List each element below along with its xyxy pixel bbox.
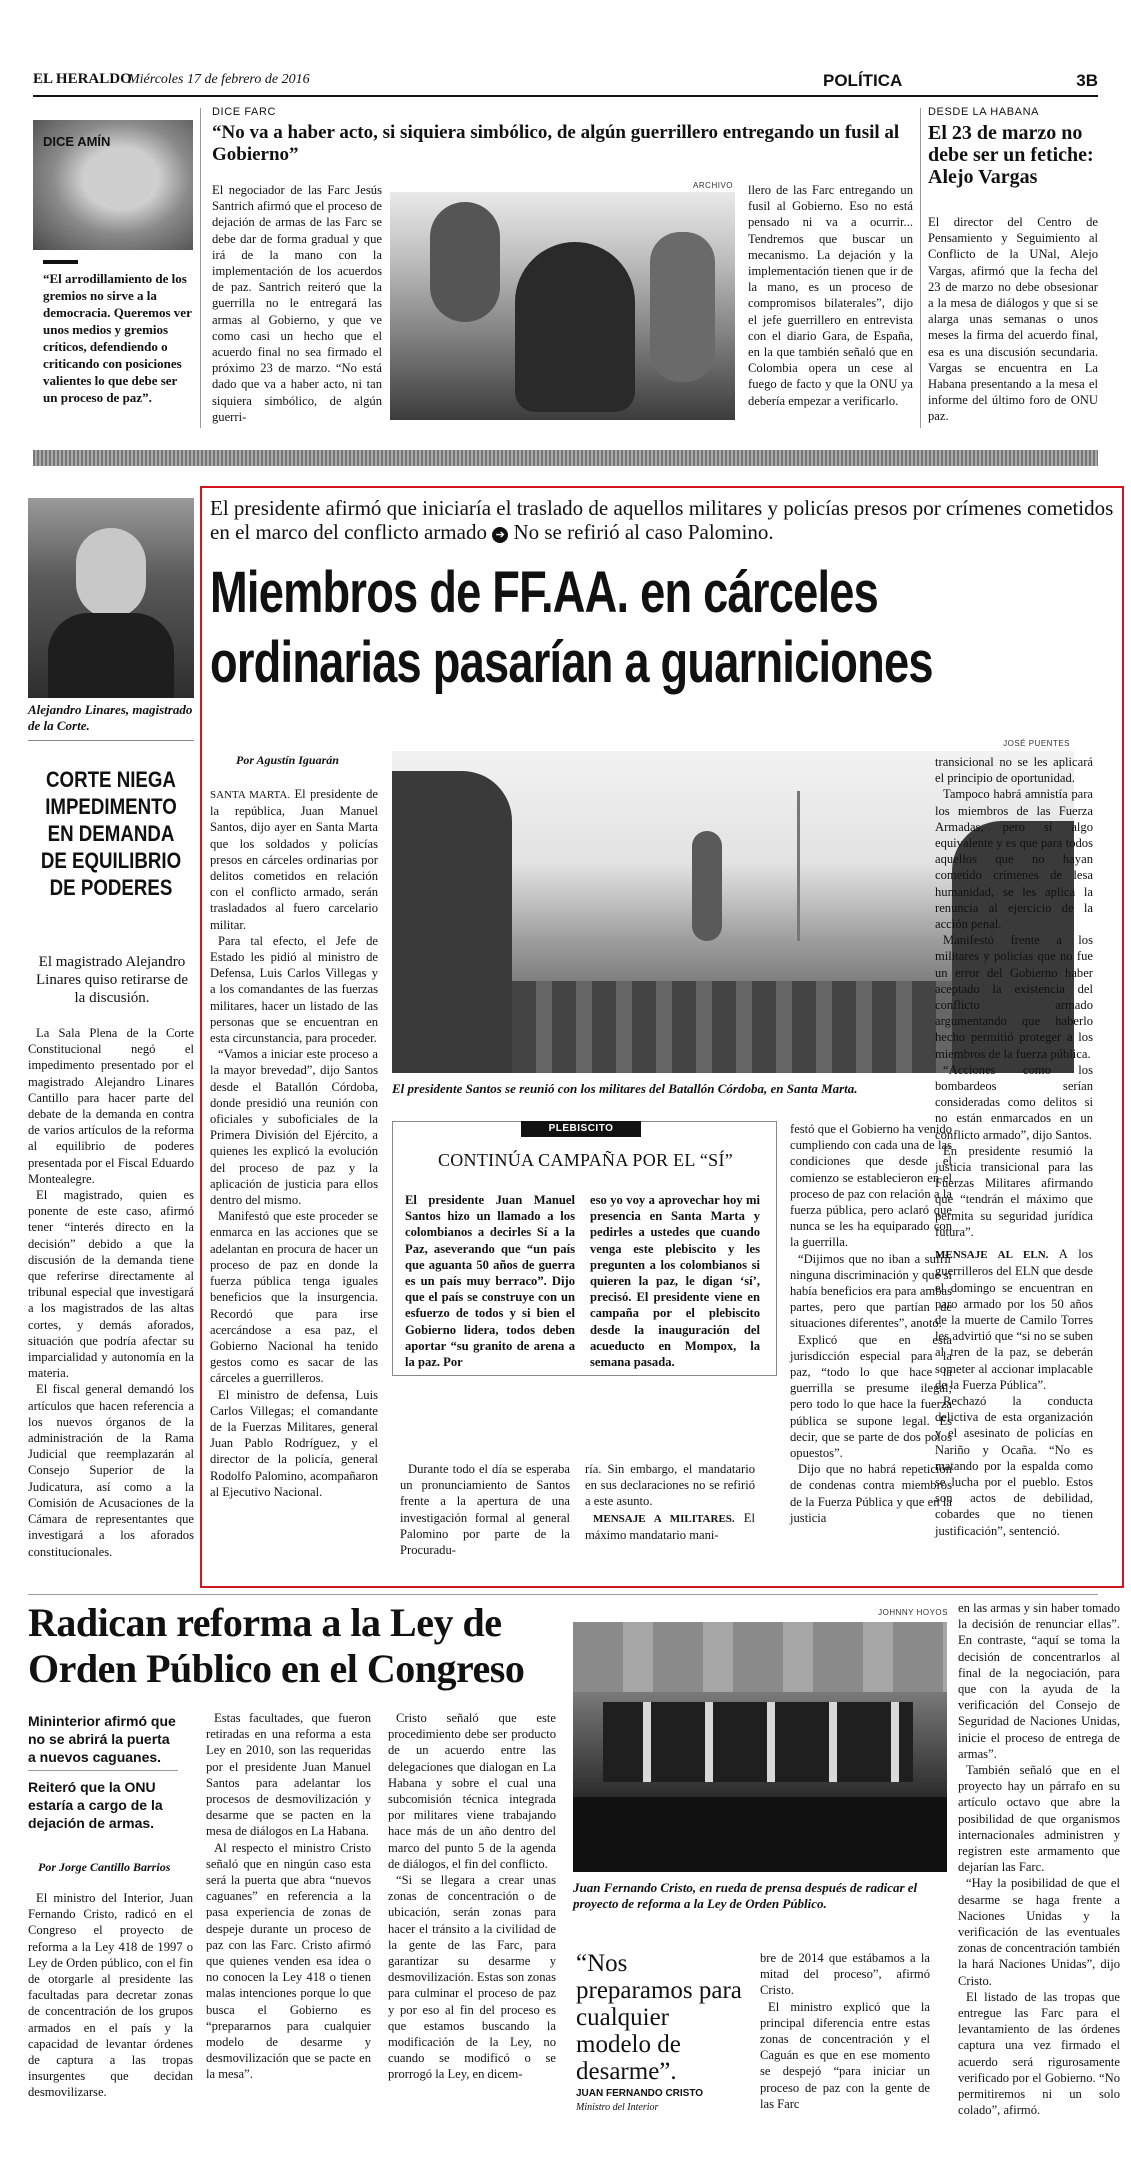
column-rule	[28, 1594, 1098, 1595]
main-col3-bottom	[585, 1461, 755, 1543]
farc-col1	[212, 182, 382, 425]
main-col3-tail: El máximo mandatario mani-	[585, 1510, 755, 1542]
main-byline: Por Agustín Iguarán	[236, 753, 339, 767]
paragraph: El magistrado, quien es ponente de este caso, afirmó tener “interés directo en la decisión” debido a que la discusión de la demanda tiene que referirse directamente al tribunal especial que investigará a los magistrados de las altas cortes, y demás aforados, situación que podría afectar su imparcialidad y autonomía en la materia.	[28, 1188, 194, 1381]
main-dateline: SANTA MARTA.	[210, 789, 291, 801]
paragraph: El negociador de las Farc Jesús Santrich afirmó que el proceso de dejación de armas de las Farc se debe dar de forma gradual y que irá de la mano con la implementación de los acuerdos de paz. Santrich reiteró que la guerrilla no le entregará las armas al Gobierno, y que ve como casi un hecho que el acuerdo final no sea firmado el próximo 23 de marzo. “No está dado que va a haber acto, ni tan siquiera simbólico, de algún guerri-	[212, 183, 382, 424]
main-headline: Miembros de FF.AA. en cárceles ordinarias pasarían a guarniciones	[210, 560, 933, 695]
paragraph: Estas facultades, que fueron retiradas en una reforma a esta Ley en 2010, son las requeridas por el presidente Juan Manuel Santos para adelantar los procesos de desmovilización y desarme que se pacten en la mesa de diálogos en La Habana.	[206, 1711, 371, 1839]
corte-body	[28, 1025, 194, 1560]
farc-photo-credit: ARCHIVO	[693, 181, 733, 190]
photo-figure	[650, 232, 715, 382]
plebiscito-col1	[405, 1192, 575, 1370]
pull-quote-name: JUAN FERNANDO CRISTO	[576, 2088, 704, 2099]
paragraph: Explicó que en esta jurisdicción especial para la paz, “todo lo que hace la guerrilla se presume ilegal; pero todo lo que hace la fuerza pública se supone legal. Es decir, que se parte de dos polos opuestos”.	[790, 1332, 952, 1461]
section-separator	[33, 450, 1098, 466]
paragraph: “Acciones como los bombardeos serían consideradas como delitos si no están enmarcados en un conflicto armado”, dijo Santos.	[935, 1062, 1093, 1142]
paragraph: La Sala Plena de la Corte Constitucional negó el impedimento presentado por el magistrado Alejandro Linares Cantillo para hacer parte del debate de la demanda en contra de varios artículos de la reforma al equilibrio de poderes presentada por el Fiscal Eduardo Montealegre.	[28, 1026, 194, 1186]
paragraph: “Si se llegara a crear unas zonas de concentración o de ubicación, serán zonas para hacer el tránsito a la civilidad de la gente de las Farc, para garantizar su desarme y desmovilización. Estas son zonas para culminar el proceso de paz y por eso al fin del proceso es que estamos buscando la modificación de la Ley, no cuando se modificó o se prorrogó la Ley, en dicem-	[388, 1873, 556, 2082]
eln-subhead: MENSAJE AL ELN.	[935, 1249, 1049, 1262]
paragraph: “Vamos a iniciar este proceso a la mayor brevedad”, dijo Santos desde el Batallón Córdoba, donde presidió una reunión con oficiales y suboficiales de la Primera División del Ejército, a quienes les explicó la evolución del proceso de paz y la aplicación de justicia para ellos dentro del mismo.	[210, 1047, 378, 1208]
linares-caption: Alejandro Linares, magistrado de la Corte.	[28, 702, 193, 733]
dice-farc-block	[208, 104, 913, 424]
cristo-press-photo	[573, 1622, 947, 1872]
reforma-col2	[206, 1710, 371, 2083]
masthead	[33, 68, 1098, 94]
paragraph: bre de 2014 que estábamos a la mitad del proceso”, afirmó Cristo.	[760, 1951, 930, 1998]
photo-figure	[573, 1797, 947, 1872]
militares-subhead: MENSAJE A MILITARES.	[593, 1512, 735, 1525]
santrich-photo	[390, 192, 735, 420]
column-rule	[920, 108, 921, 428]
paragraph: Manifestó que este proceder se enmarca en las acciones que se adelantan en procura de hacer un proceso de paz en donde la fuerza pública tenga iguales beneficios que la insurgencia. Recordó que para irse acercándose a esa paz, el Gobierno Nacional ha tenido gestos como es sacar de las cárceles a guerrilleros.	[210, 1209, 378, 1386]
main-col5	[935, 754, 1093, 1539]
paragraph: en las armas y sin haber tomado la decisión de renunciar ellas”. En contraste, “aquí se toma la decisión de concentrarlos al final de la negociación, para que con la ayuda de la verificación del Consejo de Seguridad de Naciones Unidas, inicie el proceso de entrega de armas”.	[958, 1601, 1120, 1761]
linares-photo	[28, 498, 194, 698]
main-col4	[790, 1121, 952, 1526]
paragraph: eso yo voy a aprovechar hoy mi presencia en Santa Marta y pedirles a ustedes que cuando venga este plebiscito y les pregunten a los colombianos si quieren la paz, le digan ‘sí’, precisó. El presidente viene en campaña por el plebiscito desde la inauguración del acueducto en Mompox, la semana pasada.	[590, 1193, 760, 1370]
dice-amin-label: DICE AMÍN	[43, 134, 111, 149]
amin-photo	[33, 120, 193, 250]
habana-body	[928, 214, 1098, 425]
corte-block	[28, 498, 194, 1588]
paragraph: También señaló que en el proyecto hay un párrafo en su artículo octavo que abre la posibilidad de que organismos internacionales administren y registren este armamento que dejarían las Farc.	[958, 1763, 1120, 1875]
habana-headline: El 23 de marzo no debe ser un fetiche: Alejo Vargas	[928, 122, 1094, 188]
photo-figure	[76, 528, 146, 618]
paragraph: El director del Centro de Pensamiento y Seguimiento al Conflicto de la UNal, Alejo Vargas, afirmó que la fecha del 23 de marzo no debe obsesionar a la mesa de diálogos y que si se alarga unas semanas o unos meses la firma del acuerdo final, esa es una discusión secundaria. Vargas se encuentra en La Habana presentando a la mesa el informe del último foro de ONU paz.	[928, 215, 1098, 424]
paragraph: Dijo que no habrá repetición de condenas contra miembros de la Fuerza Pública y que en la justicia	[790, 1462, 952, 1525]
reforma-deck2: Reiteró que la ONU estaría a cargo de la dejación de armas.	[28, 1779, 163, 1831]
photo-figure	[603, 1702, 913, 1782]
paragraph: El ministro del Interior, Juan Fernando Cristo, radicó en el Congreso el proyecto de reforma a la Ley 418 de 1997 o Ley de Orden público, con el fin de otorgarle al presidente las facultadas para decretar zonas de concentración de los grupos armados en el país y la capacidad de levantar órdenes de captura a las tropas insurgentes que decidan desmovilizarse.	[28, 1891, 193, 2100]
photo-figure	[797, 791, 800, 941]
plebiscito-col2	[590, 1192, 760, 1370]
issue-date: Miércoles 17 de febrero de 2016	[128, 72, 310, 87]
plebiscito-box	[392, 1121, 777, 1376]
paragraph: Manifestó frente a los militares y policías que no fue un error del Gobierno haber aceptado la existencia del conflicto armado argumentando que haberlo hecho permitió proteger a los miembros de la fuerza pública.	[935, 933, 1093, 1061]
reforma-col1	[28, 1890, 193, 2101]
photo-figure	[512, 981, 952, 1073]
reforma-photo-credit: JOHNNY HOYOS	[878, 1608, 948, 1617]
main-col2-bottom	[400, 1461, 570, 1558]
column-rule	[200, 108, 201, 428]
main-col1	[210, 786, 378, 1500]
reforma-story	[28, 1600, 1120, 2140]
paragraph: Rechazó la conducta delictiva de esta organización y el asesinato de policías en Nariño y Ocaña. “No es matando por la espalda como se lucha por el pueblo. Estos son actos de debilidad, cobardes que no tienen justificación”, sentenció.	[935, 1393, 1093, 1538]
plebiscito-tag: PLEBISCITO	[521, 1121, 641, 1137]
paragraph: El fiscal general demandó los artículos que hacen referencia a los nuevos órganos de la administración de la Rama Judicial que reemplazarán al Consejo Superior de la Judicatura, así como a la Comisión de Acusaciones de la Cámara de representantes que investigará a los aforados constitucionales.	[28, 1382, 194, 1559]
photo-figure	[392, 771, 512, 1073]
paragraph: Durante todo el día se esperaba un pronunciamiento de Santos frente a la apertura de una investigación formal al general Palomino por parte de la Procuradu-	[400, 1462, 570, 1558]
paragraph: Tampoco habrá amnistía para los miembros de las Fuerza Armadas, pero sí algo equivalente y es que para todos aquellos que no hayan cometido crímenes de lesa humanidad, se les aplica la renuncia al ejercicio de la acción penal.	[935, 787, 1093, 932]
paragraph: El presidente Juan Manuel Santos hizo un llamado a los colombianos a decirles Sí a la Paz, aseverando que “un país que aguanta 50 años de guerra es un país muy berraco”. Dijo que el país se construye con un esfuerzo de todos y si bien el Gobierno lidera, todos deben aportar “su granito de arena a la paz. Por	[405, 1193, 575, 1370]
pull-quote-role: Ministro del Interior	[576, 2102, 659, 2113]
pull-quote: “Nos preparamos para cualquier modelo de desarme”.	[576, 1950, 742, 2085]
main-photo-caption: El presidente Santos se reunió con los militares del Batallón Córdoba, en Santa Marta.	[392, 1081, 858, 1096]
main-photo-credit: JOSÉ PUENTES	[1003, 739, 1070, 748]
section-name: POLÍTICA	[823, 71, 903, 90]
paragraph: “Hay la posibilidad de que el desarme se haga frente a Naciones Unidas y la verificación de las eventuales zonas de concentración también la hará Naciones Unidas”, dijo Cristo.	[958, 1876, 1120, 1988]
reforma-byline: Por Jorge Cantillo Barrios	[38, 1860, 171, 1874]
paragraph: Cristo señaló que este procedimiento debe ser producto de un acuerdo entre las delegaciones que dialogan en La Habana y sobre el cual una subcomisión técnica integrada por militares viene trabajando hace más de un año dentro del marco del punto 5 de la agenda de diálogos, el fin del conflicto.	[388, 1711, 556, 1871]
farc-kicker: DICE FARC	[212, 106, 277, 118]
main-deck	[210, 496, 1115, 544]
photo-figure	[515, 242, 635, 412]
photo-figure	[692, 831, 722, 941]
paper-name: EL HERALDO	[33, 71, 132, 87]
photo-figure	[430, 202, 500, 322]
masthead-rule	[33, 95, 1098, 97]
main-deck-note: No se refirió al caso Palomino.	[513, 520, 774, 544]
habana-kicker: DESDE LA HABANA	[928, 106, 1040, 118]
paragraph: En presidente resumió la justicia transicional para las Fuerzas Militares afirmando que “tendrán el máximo que permita su seguridad jurídica futura”.	[935, 1143, 1093, 1239]
column-rule	[28, 740, 194, 741]
amin-quote: “El arrodillamiento de los gremios no sirve a la democracia. Queremos ver unos medios y gremios críticos, defendiendo o criticando con posiciones valientes lo que debe ser un proceso de paz”.	[43, 271, 192, 405]
paragraph: Para tal efecto, el Jefe de Estado les pidió al ministro de Defensa, Luis Carlos Villegas y a los comandantes de las fuerzas militares, hacer un listado de las personas que se encuentran en esta circunstancia, para proceder.	[210, 933, 378, 1046]
main-col5-eln: A los guerrilleros del ELN que desde el domingo se encuentran en paro armado por los 50 años de la muerte de Camilo Torres les advirtió que “si no se suben al tren de la paz, se deberán someter al accionar implacable de la Fuerza Pública”.	[935, 1247, 1093, 1392]
paragraph: Al respecto el ministro Cristo señaló que en ningún caso esta será la puerta que abra “nuevos caguanes” en referencia a la pasa experiencia de zonas de despeje durante un proceso de paz con las Farc. Cristo afirmó que quienes venden esa idea o no conocen la Ley 418 o tienen malas intenciones porque lo que busca el Gobierno es “prepararnos para cualquier modelo de desarme y desmovilización que se pacte en la mesa”.	[206, 1840, 371, 2082]
corte-headline: CORTE NIEGA IMPEDIMENTO EN DEMANDA DE EQUILIBRIO DE PODERES	[40, 767, 182, 900]
paragraph	[935, 1246, 1093, 1393]
corte-deck: El magistrado Alejandro Linares quiso retirarse de la discusión.	[35, 954, 189, 1006]
dice-amin-box	[33, 120, 193, 420]
page-number: 3B	[1076, 71, 1098, 90]
paragraph: El listado de las tropas que entregue las Farc para el levantamiento de las órdenes captura una vez firmado el acuerdo será rigurosamente verificado por el Gobierno. “No permitiremos ni un solo colado”, afirmó.	[958, 1989, 1120, 2118]
farc-headline: “No va a haber acto, si siquiera simbólico, de algún guerrillero entregando un fusil al Gobierno”	[212, 122, 900, 165]
amin-quote-rule	[43, 260, 78, 264]
paragraph: festó que el Gobierno ha venido cumpliendo con cada una de las condiciones que desde el comienzo se establecieron en el proceso de paz con relación a la fuerza pública, pero aclaró que nunca se les ha equiparado con la guerrilla.	[790, 1122, 952, 1250]
paragraph: ría. Sin embargo, el mandatario en sus declaraciones no se refirió a este asunto.	[585, 1462, 755, 1509]
main-story	[210, 496, 1115, 1586]
main-col1-p1: El presidente de la república, Juan Manuel Santos, dijo ayer en Santa Marta que los soldados y policías presos en cárceles ordinarias por delitos cometidos en relación con el conflicto armado, serán trasladados al fuero carcelario militar.	[210, 787, 378, 932]
paragraph: llero de las Farc entregando un fusil al Gobierno. Eso no está pensado ni va a ocurrir... Tendremos que buscar un mecanismo. La dejación y la implementación tienen que ir de la mano, es un proceso de compromisos bilaterales”, dijo el jefe guerrillero en entrevista con el diario Gara, de España, en la que también señaló que en Colombia opera un cese al fuego de facto y que la ONU ya debería empezar a verificarlo.	[748, 183, 913, 408]
paragraph	[585, 1510, 755, 1543]
paragraph	[210, 786, 378, 933]
farc-col2	[748, 182, 913, 409]
reforma-col3	[388, 1710, 556, 2083]
photo-figure	[48, 613, 174, 698]
reforma-headline: Radican reforma a la Ley de Orden Público en el Congreso	[28, 1600, 525, 1691]
paragraph: El ministro explicó que la principal diferencia entre estas zonas de concentración y el Caguán es que en ese momento se despejó “para iniciar un proceso de paz con la gente de las Farc	[760, 1999, 930, 2111]
main-deck-text: El presidente afirmó que iniciaría el traslado de aquellos militares y policías presos por crímenes cometidos en el marco del conflicto armado	[210, 496, 1114, 544]
plebiscito-title: CONTINÚA CAMPAÑA POR EL “SÍ”	[437, 1150, 734, 1170]
reforma-col4	[760, 1950, 930, 2112]
reforma-col5	[958, 1600, 1120, 2119]
paragraph: “Dijimos que no iban a sufrir ninguna discriminación y que si había beneficios era para ambas partes, pero que partían de situaciones diferentes”, anotó.	[790, 1251, 952, 1331]
habana-block	[928, 104, 1098, 424]
photo-figure	[573, 1622, 947, 1692]
reforma-deck1: Mininterior afirmó que no se abrirá la puerta a nuevos caguanes.	[28, 1713, 176, 1765]
column-rule	[28, 1770, 178, 1771]
reforma-photo-caption: Juan Fernando Cristo, en rueda de prensa después de radicar el proyecto de reforma a la Ley de Orden Público.	[573, 1880, 918, 1911]
paragraph: El ministro de defensa, Luis Carlos Villegas; el comandante de la Fuerzas Militares, general Juan Pablo Rodríguez, y el director de la policía, general Rodolfo Palomino, acompañaron al Ejecutivo Nacional.	[210, 1387, 378, 1499]
arrow-right-icon: ➔	[492, 527, 508, 543]
paragraph: transicional no se les aplicará el principio de oportunidad.	[935, 755, 1093, 786]
